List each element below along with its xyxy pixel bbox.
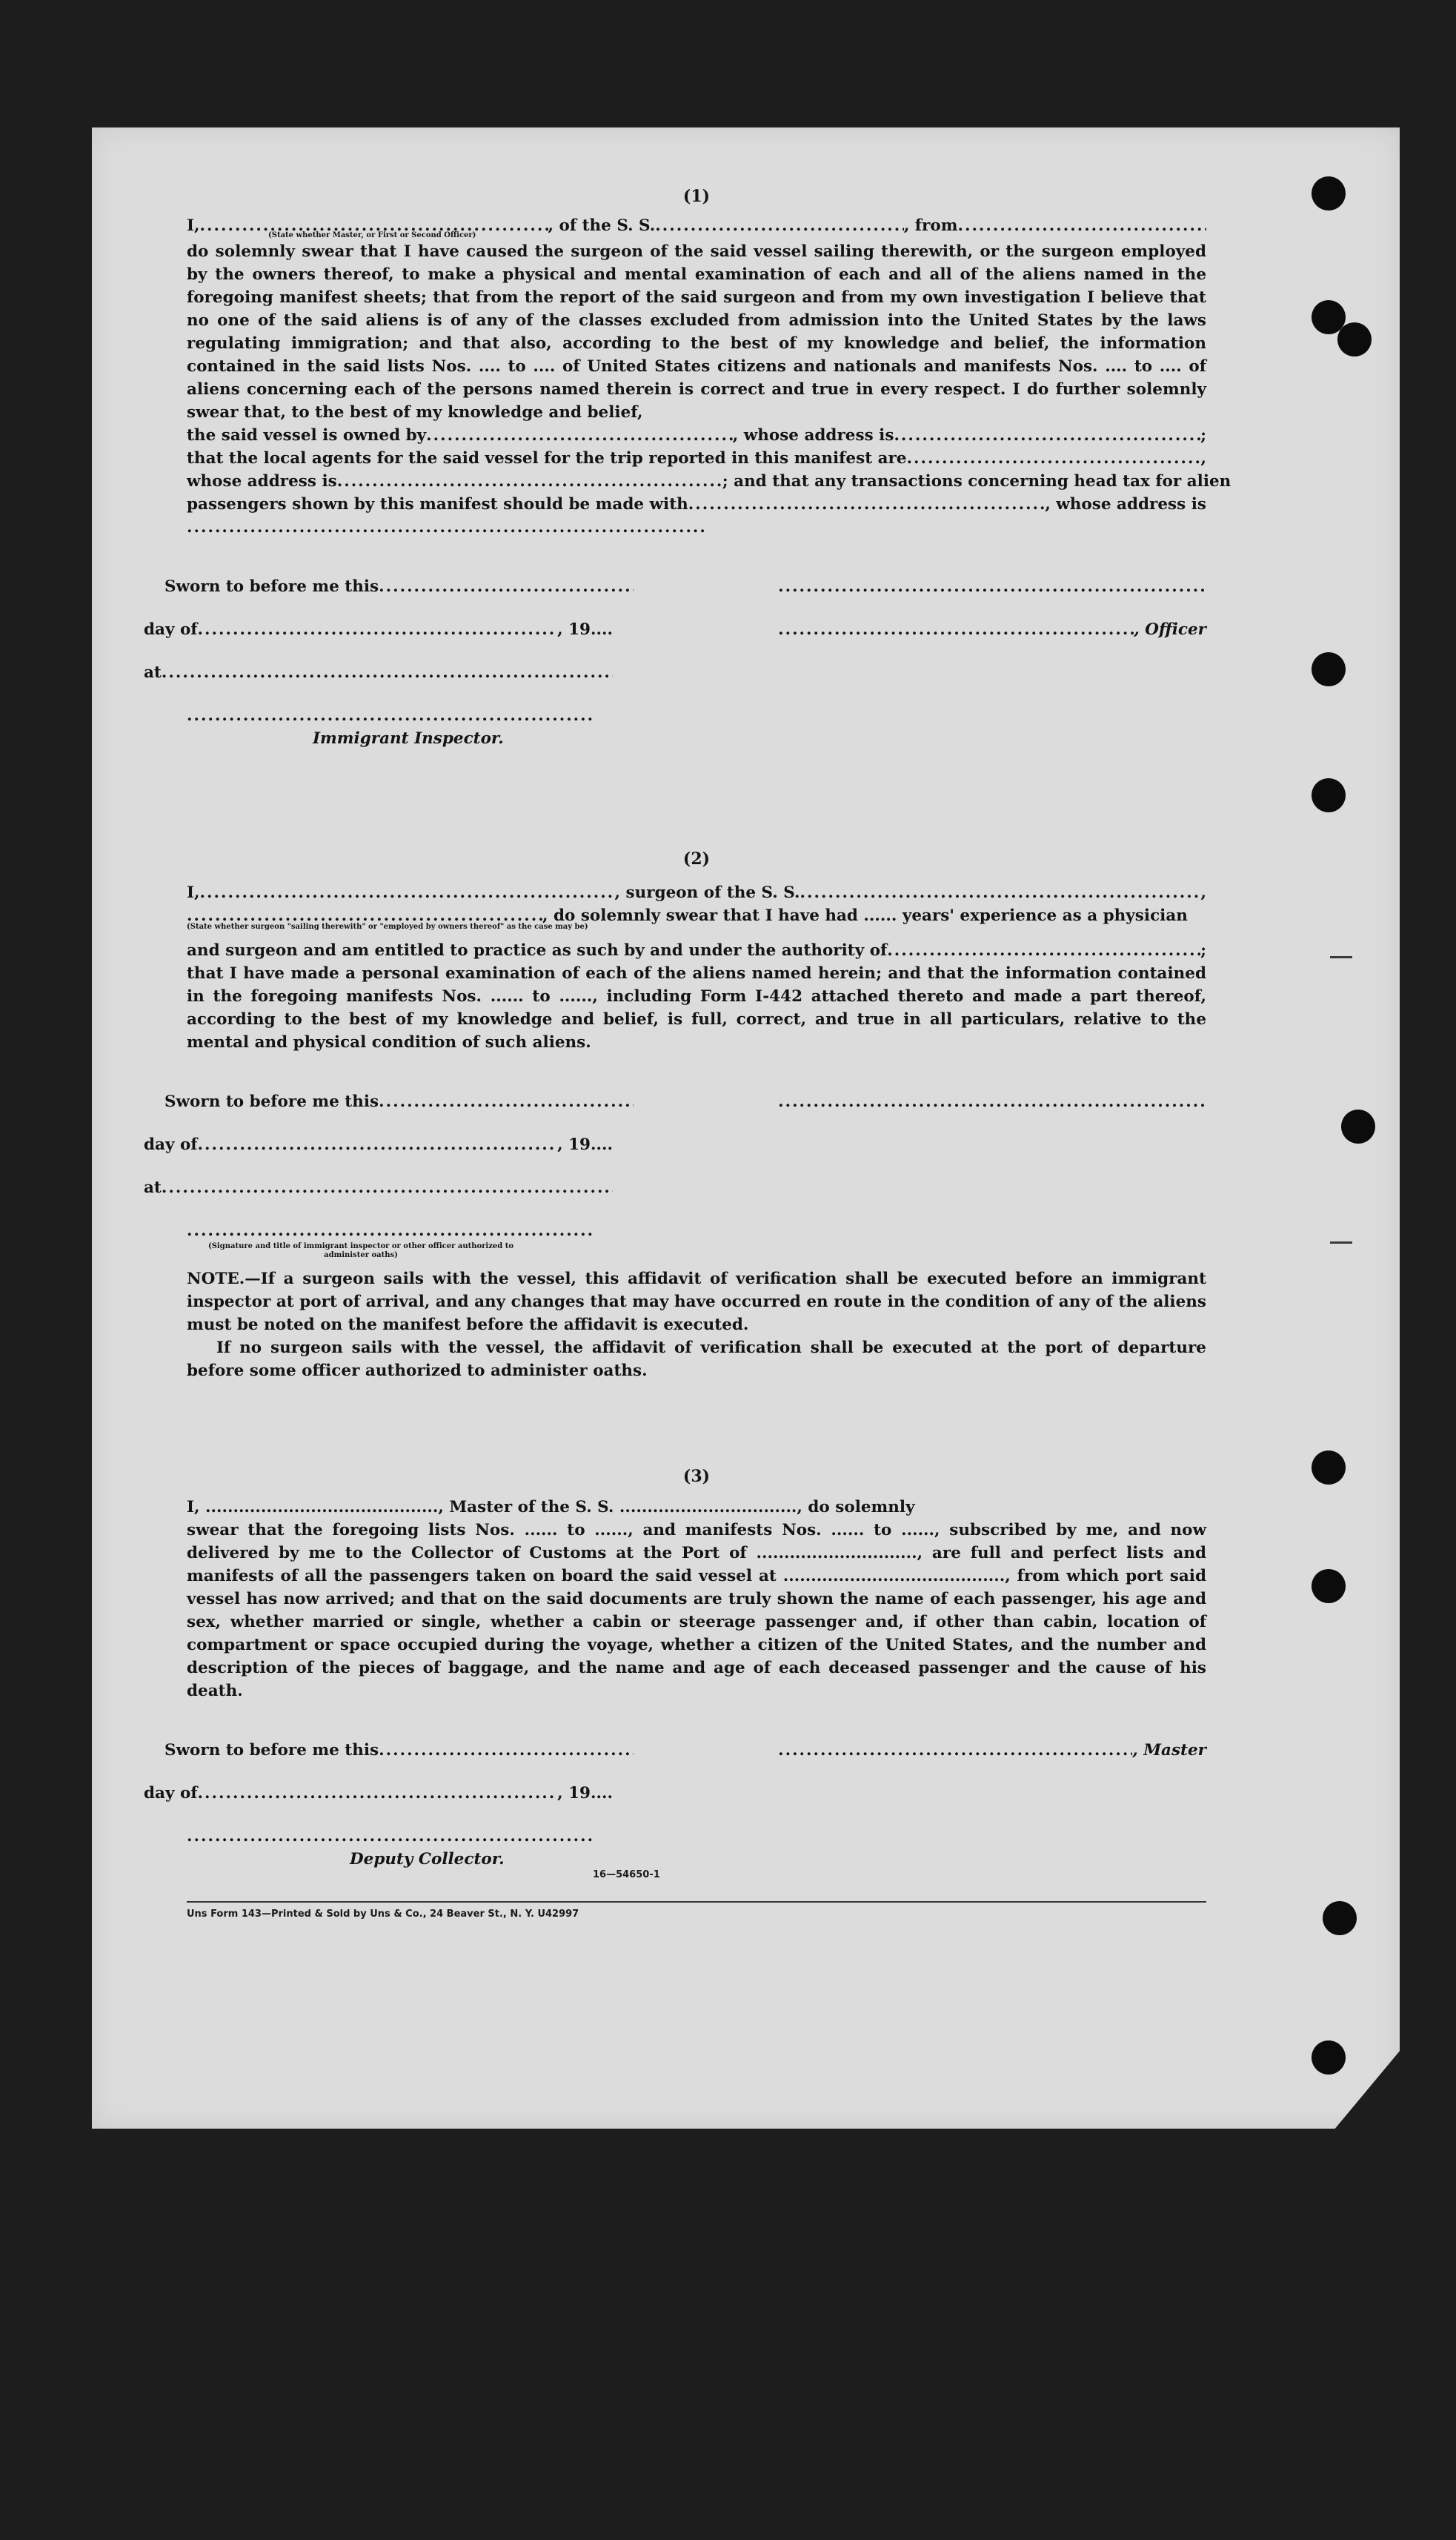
section-2-number: (2) (682, 849, 711, 869)
printer-imprint: Uns Form 143—Printed & Sold by Uns & Co., 24 Beaver St., N. Y. U42997 (187, 1909, 579, 1920)
section-1-signatures: Sworn to before me this ..... ..... day of ..... , 19 .... ..... , Officer at ..... ..... Immigrant Inspector. (187, 555, 1206, 750)
section-2-experience-line: ..... , do solemnly swear that I have had ...... years' experience as a physician (187, 904, 1206, 927)
section-3-paragraph: swear that the foregoing lists Nos. ...... to ......, and manifests Nos. ...... to ......, subscribed by me, and now delivered by me to the Collector of Customs at the Port of ............................., are full and perfect lists and manifests of all the passengers taken on board the said vessel at ........................................, from which port said vessel has now arrived; and that on the said documents are truly shown the name of each passenger, his age and sex, whether married or single, whether a cabin or steerage passenger and, if other than cabin, location of compartment or space occupied during the voyage, whether a citizen of the United States, and the number and description of the pieces of baggage, and the name and age of each deceased passenger and the cause of his death. (187, 1521, 1206, 1700)
binder-hole (1312, 1450, 1346, 1485)
section-2-header-line: I, ..... , surgeon of the S. S. ..... , (187, 881, 1206, 904)
section-1-owner-line: the said vessel is owned by ..... , whose address is ..... ; (187, 424, 1206, 447)
section-3-signatures: Sworn to before me this ..... ..... , Master day of ..... , 19 .... ..... Deputy Collector. (187, 1719, 1206, 1871)
binder-hole (1312, 176, 1346, 210)
binder-hole (1337, 322, 1372, 357)
section-1-blank-line (187, 516, 1206, 539)
binder-hole (1323, 1901, 1357, 1935)
section-1-officer-note: (State whether Master, or First or Second Officer) (268, 231, 476, 239)
section-2-note-1: NOTE.—If a surgeon sails with the vessel, this affidavit of verification shall be executed before an immigrant inspector at port of arrival, and any changes that may have occurred en route in the condition of any of the aliens must be noted on the manifest before the affidavit is executed. (187, 1270, 1206, 1334)
margin-mark (1330, 1241, 1352, 1244)
section-2-note-2: If no surgeon sails with the vessel, the affidavit of verification shall be executed at the port of departure before some officer authorized to administer oaths. (187, 1339, 1206, 1380)
section-2-signature-note: (Signature and title of immigrant inspector or other officer authorized to administer oaths) (207, 1242, 514, 1259)
binder-hole (1312, 1569, 1346, 1603)
section-1-number: (1) (682, 187, 711, 206)
immigrant-inspector-label: Immigrant Inspector. (313, 729, 504, 748)
manifest-verification-text (144, 185, 1231, 1871)
binder-hole (1341, 1110, 1375, 1144)
section-2-signatures: Sworn to before me this ..... ..... day of ..... , 19 .... at ..... ..... (Signature and title of immigrant inspector or other officer authorized to administer oaths) (187, 1070, 1206, 1260)
section-3-header-line: I, .........................................., Master of the S. S. ................................, do solemnly (187, 1498, 915, 1516)
margin-mark (1330, 956, 1352, 958)
binder-hole (1312, 778, 1346, 812)
footer-rule (187, 1901, 1206, 1903)
form-code: 16—54650-1 (593, 1869, 660, 1880)
section-2-paragraph: that I have made a personal examination of each of the aliens named herein; and that the information contained in the foregoing manifests Nos. ...... to ......, including Form I-442 attached thereto and made a part thereof, according to the best of my knowledge and belief, is full, correct, and true in all particulars, relative to the mental and physical condition of such aliens. (187, 964, 1206, 1052)
deputy-collector-label: Deputy Collector. (350, 1850, 505, 1868)
section-1-paragraph: do solemnly swear that I have caused the surgeon of the said vessel sailing therewith, or the surgeon employed by the owners thereof, to make a physical and mental examination of each and all of the aliens named in the foregoing manifest sheets; that from the report of the said surgeon and from my own investigation I believe that no one of the said aliens is of any of the classes excluded from admission into the United States by the laws regulating immigration; and that also, according to the best of my knowledge and belief, the information contained in the said lists Nos. .... to .... of United States citizens and nationals and manifests Nos. .... to .... of aliens concerning each of the persons named therein is correct and true in every respect. I do further solemnly swear that, to the best of my knowledge and belief, (187, 242, 1206, 422)
binder-hole (1312, 2040, 1346, 2075)
section-1-address-line: whose address is ..... ; and that any transactions concerning head tax for alien (187, 470, 1206, 493)
section-3-number: (3) (682, 1467, 711, 1486)
binder-hole (1312, 652, 1346, 686)
section-2-practice-line: and surgeon and am entitled to practice as such by and under the authority of ..... ; (187, 939, 1206, 962)
section-1-passengers-line: passengers shown by this manifest should be made with ..... , whose address is (187, 493, 1206, 516)
section-2-surgeon-note: (State whether surgeon "sailing therewith" or "employed by owners thereof" as the case may be) (187, 923, 588, 931)
section-1-agents-line: that the local agents for the said vessel for the trip reported in this manifest are ..... , (187, 447, 1206, 470)
section-1-header-line: I, ..... , of the S. S. ..... , from ..... (187, 214, 1206, 237)
